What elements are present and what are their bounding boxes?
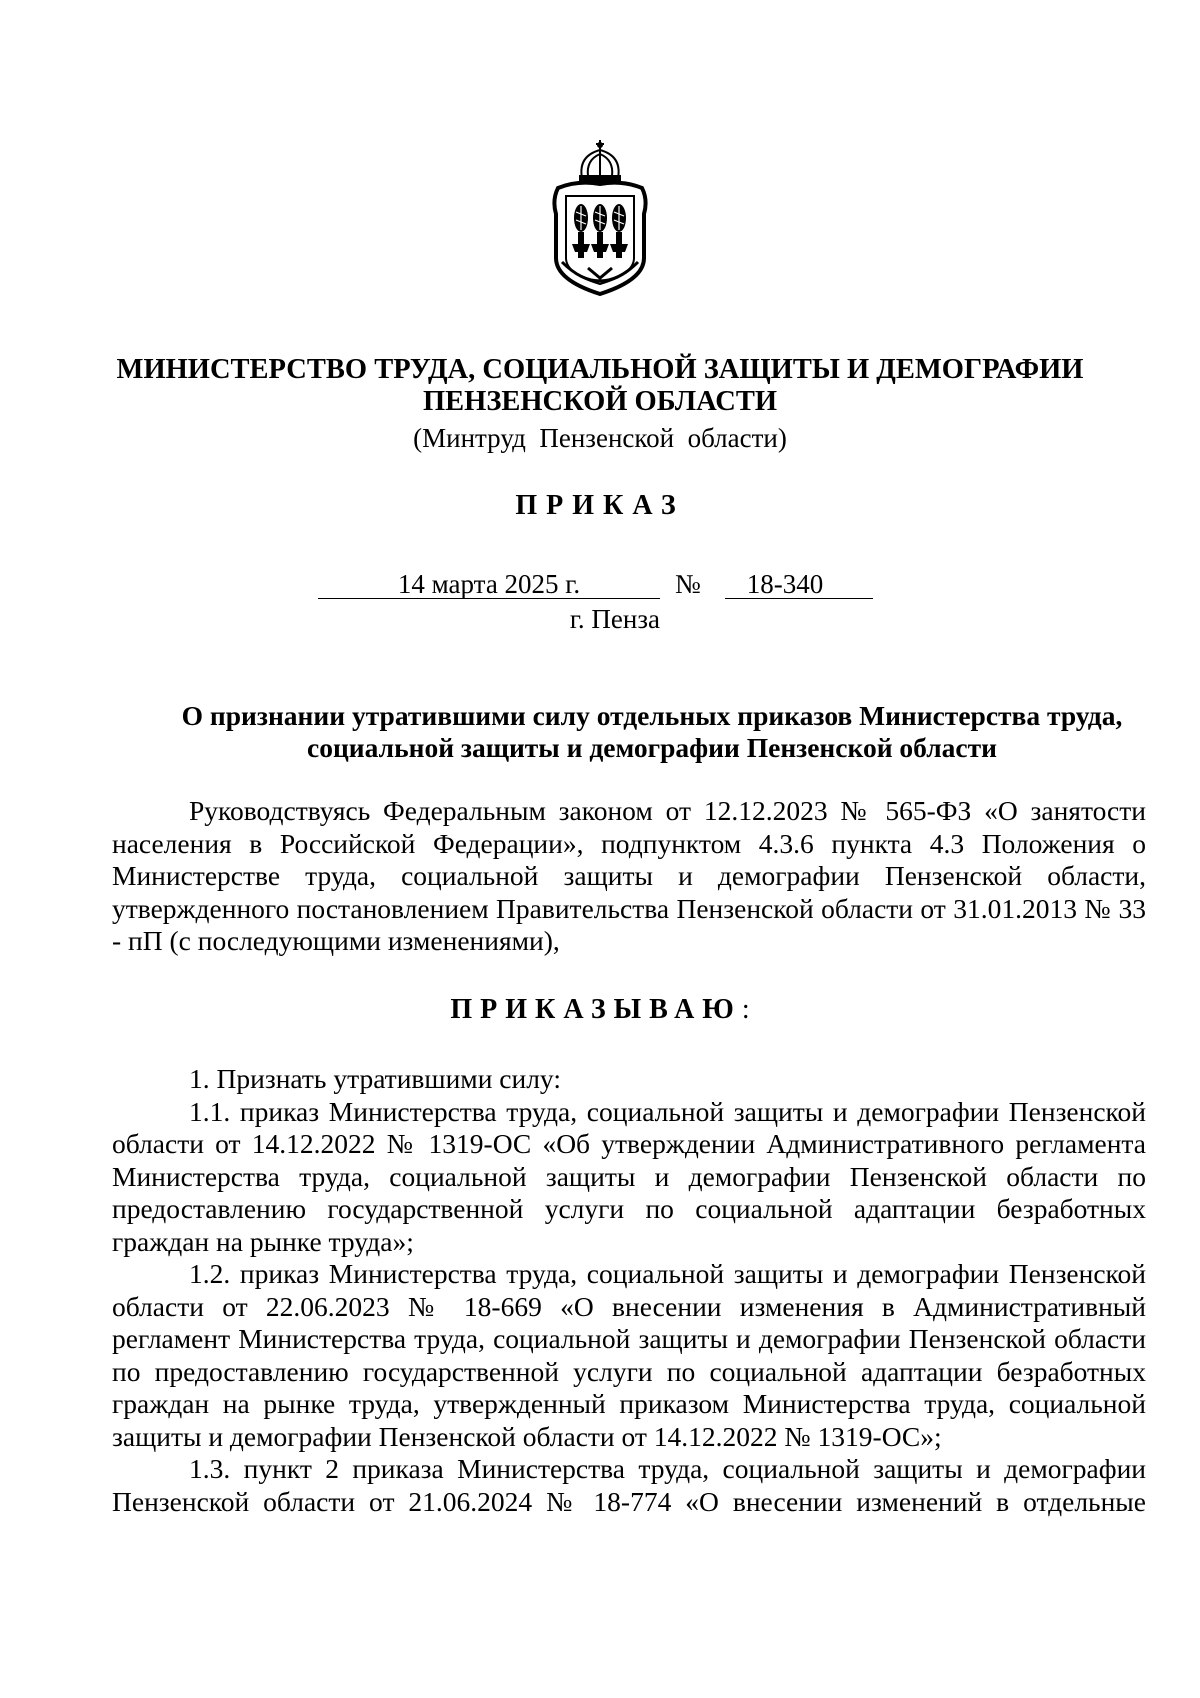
coat-of-arms-emblem: [548, 140, 652, 298]
list-item: 1. Признать утратившими силу:: [189, 1063, 561, 1094]
ministry-short-name: (Минтруд Пензенской области): [413, 423, 787, 453]
document-number: 18-340: [746, 569, 824, 599]
preamble-paragraph: Руководствуясь Федеральным законом от 12.12.2023 № 565-ФЗ «О занятости населения в Российской Федерации», подпунктом 4.3.6 пункта 4.3 Положения о Министерстве труда, социальной защиты и демографии Пензенской области, утвержденного постановлением Правительства Пензенской области от 31.01.2013 № 33 - пП (с последующими изменениями),: [112, 795, 1146, 956]
document-date: 14 марта 2025 г.: [397, 569, 581, 599]
order-word: ПРИКАЗЫВАЮ: [450, 994, 742, 1025]
number-sign: №: [675, 569, 701, 599]
items-block: [112, 1063, 1146, 1518]
subject-line1: О признании утратившими силу отдельных приказов Министерства труда,: [181, 700, 1123, 731]
list-item: 1.1. приказ Министерства труда, социальной защиты и демографии Пензенской области от 14.12.2022 № 1319-ОС «Об утверждении Административного регламента Министерства труда, социальной защиты и демографии Пензенской области по предоставлению государственной услуги по социальной адаптации безработных граждан на рынке труда»;: [112, 1095, 1146, 1257]
list-item: 1.3. пункт 2 приказа Министерства труда, социальной защиты и демографии Пензенской области от 21.06.2024 № 18-774 «О внесении изменений в отдельные: [112, 1453, 1146, 1517]
order-heading: [0, 994, 1200, 1026]
ministry-name-line2: ПЕНЗЕНСКОЙ ОБЛАСТИ: [422, 386, 778, 417]
document-type-title: ПРИКАЗ: [515, 490, 685, 521]
subject-line2: социальной защиты и демографии Пензенской области: [307, 732, 997, 763]
ministry-name: [0, 354, 1200, 418]
document-subject: [112, 700, 1192, 764]
document-city: г. Пенза: [569, 604, 660, 634]
preamble-block: [112, 795, 1146, 958]
order-colon: :: [741, 994, 750, 1025]
list-item: 1.2. приказ Министерства труда, социальной защиты и демографии Пензенской области от 22.06.2023 № 18-669 «О внесении изменения в Административный регламент Министерства труда, социальной защиты и демографии Пензенской области по предоставлению государственной услуги по социальной адаптации безработных граждан на рынке труда, утвержденный приказом Министерства труда, социальной защиты и демографии Пензенской области от 14.12.2022 № 1319-ОС»;: [112, 1258, 1146, 1452]
ministry-name-line1: МИНИСТЕРСТВО ТРУДА, СОЦИАЛЬНОЙ ЗАЩИТЫ И ДЕМОГРАФИИ: [116, 354, 1084, 385]
